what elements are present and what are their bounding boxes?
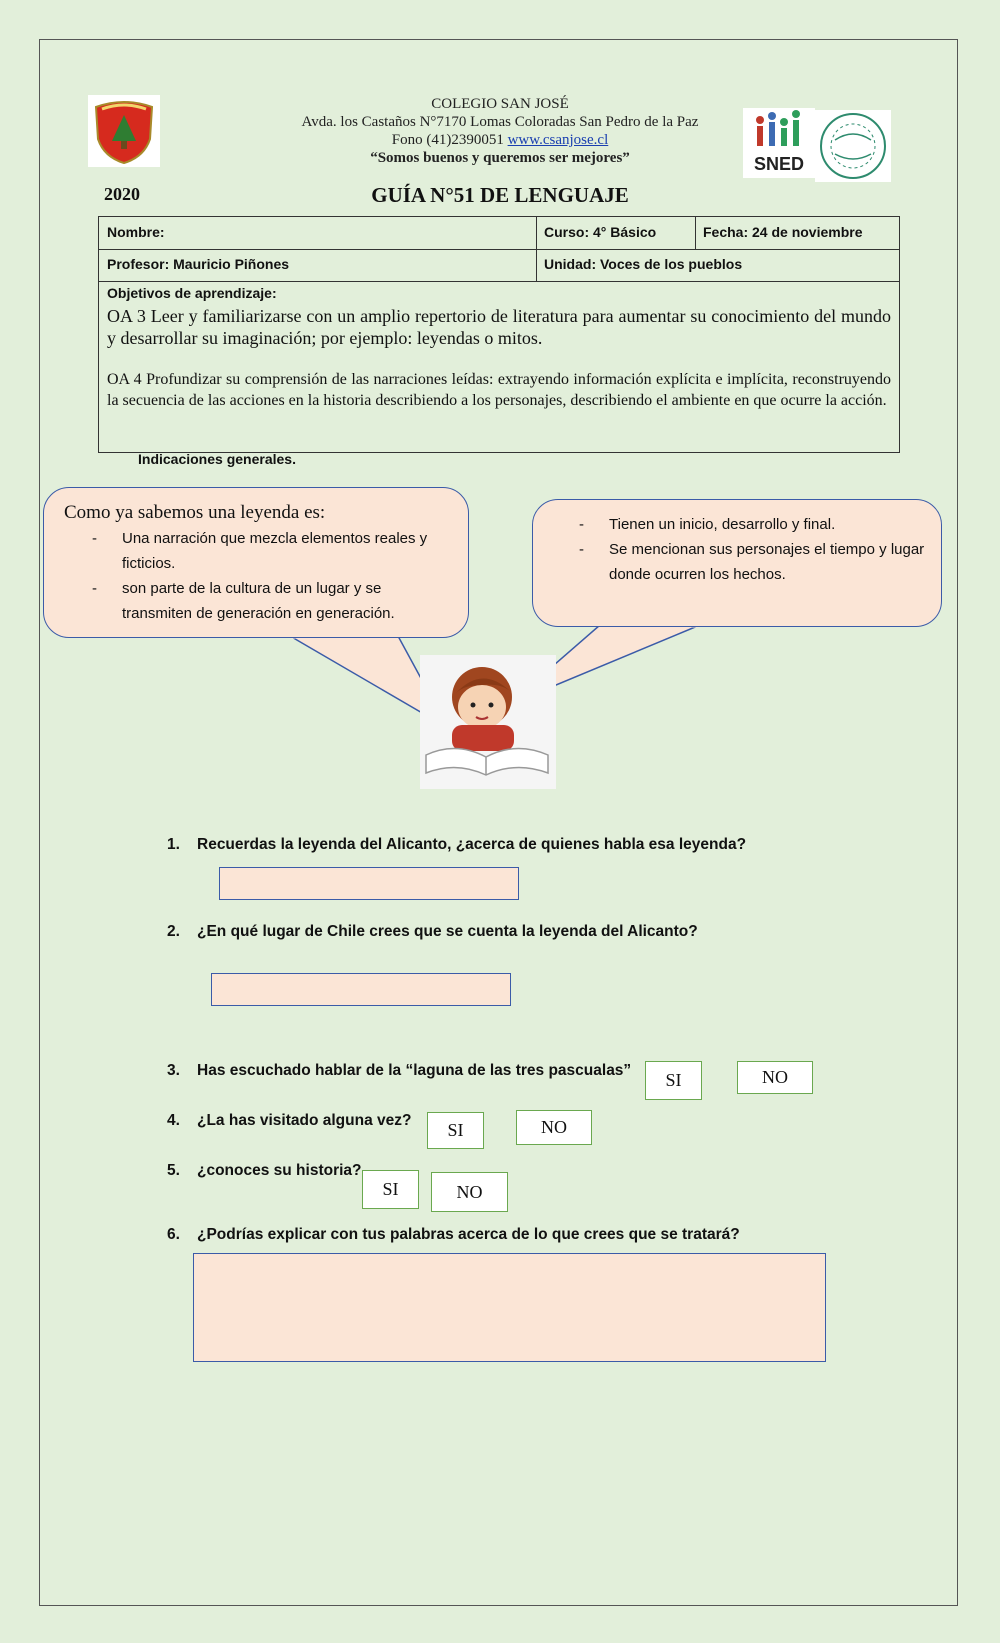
school-phone: Fono (41)2390051	[391, 132, 504, 148]
child-reading-illustration	[420, 655, 556, 789]
answer-2-box[interactable]	[211, 973, 511, 1006]
objectives-heading: Objetivos de aprendizaje:	[107, 285, 277, 301]
bubble-left-item: - Una narración que mezcla elementos reales y ficticios.	[92, 526, 452, 576]
school-address: Avda. los Castaños N°7170 Lomas Coloradas San Pedro de la Paz	[301, 114, 699, 130]
question-4: 4. ¿La has visitado alguna vez?	[167, 1112, 412, 1129]
answer-1-box[interactable]	[219, 867, 519, 900]
bubble-right-item: - Tienen un inicio, desarrollo y final.	[579, 512, 925, 537]
bubble-right-item: - Se mencionan sus personajes el tiempo y lugar donde ocurren los hechos.	[579, 537, 925, 587]
school-name: COLEGIO SAN JOSÉ	[431, 96, 569, 112]
question-2: 2. ¿En qué lugar de Chile crees que se cuenta la leyenda del Alicanto?	[167, 923, 698, 940]
q3-no-option[interactable]: NO	[737, 1061, 813, 1094]
year: 2020	[104, 184, 140, 204]
question-2-text: ¿En qué lugar de Chile crees que se cuenta la leyenda del Alicanto?	[197, 923, 698, 940]
q3-si-option[interactable]: SI	[645, 1061, 702, 1100]
bubble-left-intro: Como ya sabemos una leyenda es:	[64, 502, 326, 523]
question-3: 3. Has escuchado hablar de la “laguna de las tres pascualas”	[167, 1062, 632, 1079]
indicaciones-heading: Indicaciones generales.	[138, 451, 296, 467]
question-5: 5. ¿conoces su historia?	[167, 1162, 362, 1179]
fecha-field: Fecha: 24 de noviembre	[703, 224, 863, 240]
question-5-text: ¿conoces su historia?	[197, 1162, 362, 1179]
objective-oa3: OA 3 Leer y familiarizarse con un amplio repertorio de literatura para aumentar su conocimiento del mundo y desarrollar su imaginación; por ejemplo: leyendas o mitos.	[107, 306, 891, 348]
question-3-text: Has escuchado hablar de la “laguna de las tres pascualas”	[197, 1062, 632, 1079]
page-title: GUÍA N°51 DE LENGUAJE	[371, 183, 629, 207]
question-1: 1. Recuerdas la leyenda del Alicanto, ¿acerca de quienes habla esa leyenda?	[167, 836, 747, 853]
q5-si-option[interactable]: SI	[362, 1170, 419, 1209]
nombre-field[interactable]: Nombre:	[107, 224, 165, 240]
sned-text: SNED	[753, 154, 804, 174]
q4-no-option[interactable]: NO	[516, 1110, 592, 1145]
unidad-field: Unidad: Voces de los pueblos	[544, 256, 743, 272]
objective-oa4: OA 4 Profundizar su comprensión de las narraciones leídas: extrayendo información explícita e implícita, reconstruyendo la secuencia de las acciones en la historia describiendo a los personajes, describiendo el ambiente en que ocurre la acción.	[107, 371, 891, 409]
question-6: 6. ¿Podrías explicar con tus palabras acerca de lo que crees que se tratará?	[167, 1226, 740, 1243]
question-4-text: ¿La has visitado alguna vez?	[197, 1112, 412, 1129]
speech-bubble-left	[43, 487, 469, 638]
curso-field: Curso: 4° Básico	[544, 224, 657, 240]
profesor-field: Profesor: Mauricio Piñones	[107, 256, 290, 272]
q5-no-option[interactable]: NO	[431, 1172, 508, 1212]
school-website-link[interactable]: www.csanjose.cl	[507, 132, 609, 148]
question-1-text: Recuerdas la leyenda del Alicanto, ¿acerca de quienes habla esa leyenda?	[197, 836, 747, 853]
bubble-left-item: - son parte de la cultura de un lugar y se transmiten de generación en generación.	[92, 576, 452, 626]
q4-si-option[interactable]: SI	[427, 1112, 484, 1149]
speech-bubble-right	[532, 499, 942, 627]
answer-6-box[interactable]	[193, 1253, 826, 1362]
school-motto: “Somos buenos y queremos ser mejores”	[370, 150, 630, 166]
question-6-text: ¿Podrías explicar con tus palabras acerca de lo que crees que se tratará?	[197, 1226, 740, 1243]
